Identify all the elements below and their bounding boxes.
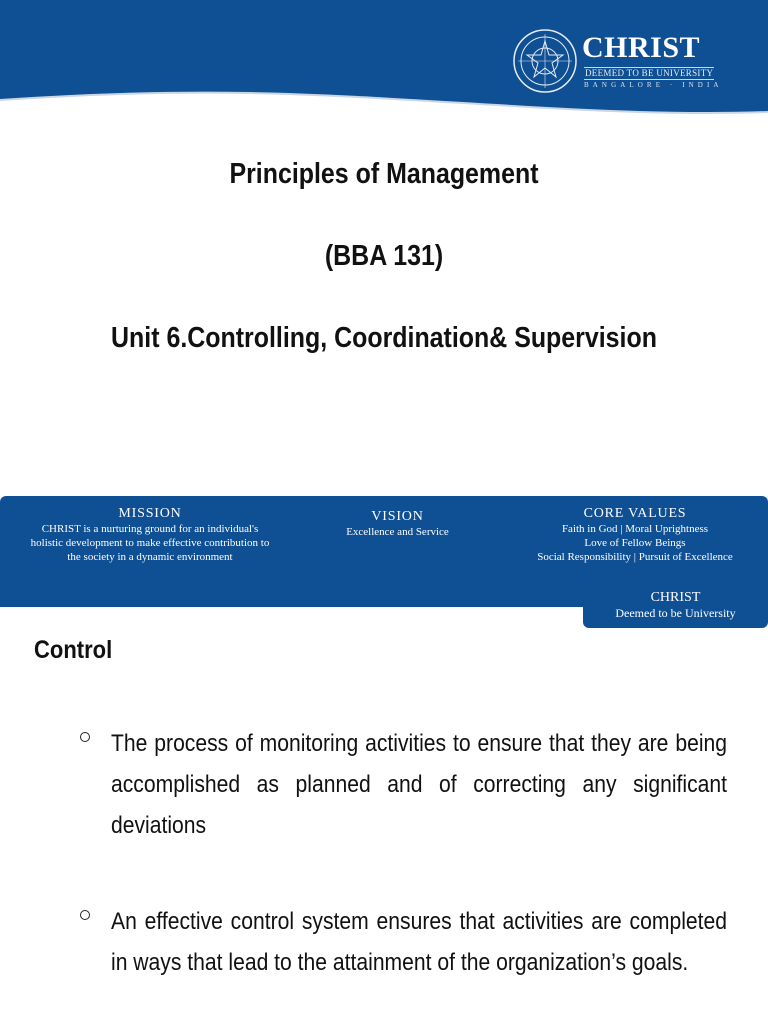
logo-name: CHRIST	[582, 31, 701, 64]
mission-heading: MISSION	[118, 506, 182, 521]
bullet-circle-icon	[80, 732, 90, 742]
section-title: Control	[34, 636, 113, 664]
vision-heading: VISION	[371, 509, 424, 524]
footer-deemed: Deemed to be University	[615, 606, 736, 620]
logo-subtitle: DEEMED TO BE UNIVERSITY	[585, 68, 714, 78]
mission-line-2: holistic development to make effective contribution to	[30, 537, 270, 549]
logo-location: BANGALORE · INDIA	[584, 81, 723, 89]
core-values-heading: CORE VALUES	[583, 506, 687, 521]
mission-line-1: CHRIST is a nurturing ground for an individual's	[41, 523, 259, 535]
mission-column	[6, 506, 294, 564]
bullet-text: The process of monitoring activities to ensure that they are being accomplished as planned and of correcting any significant deviations	[111, 730, 727, 839]
vision-text: Excellence and Service	[346, 526, 449, 538]
core-values-line-2: Love of Fellow Beings	[584, 537, 686, 549]
university-footer-tag	[583, 590, 768, 621]
bullet-text: An effective control system ensures that activities are completed in ways that lead to the attainment of the organization’s goals.	[111, 908, 727, 976]
unit-title: Unit 6.Controlling, Coordination& Supervision	[111, 322, 657, 354]
seal-icon	[512, 28, 578, 94]
mission-line-3: the society in a dynamic environment	[67, 551, 233, 563]
bullet-circle-icon	[80, 910, 90, 920]
core-values-line-3: Social Responsibility | Pursuit of Excellence	[537, 551, 733, 563]
university-logo[interactable]	[512, 28, 732, 96]
footer-name: CHRIST	[650, 590, 701, 605]
course-title: Principles of Management	[229, 158, 539, 190]
course-code: (BBA 131)	[324, 240, 444, 272]
core-values-column	[512, 506, 758, 564]
vision-column	[320, 509, 475, 539]
core-values-line-1: Faith in God | Moral Uprightness	[561, 523, 709, 535]
